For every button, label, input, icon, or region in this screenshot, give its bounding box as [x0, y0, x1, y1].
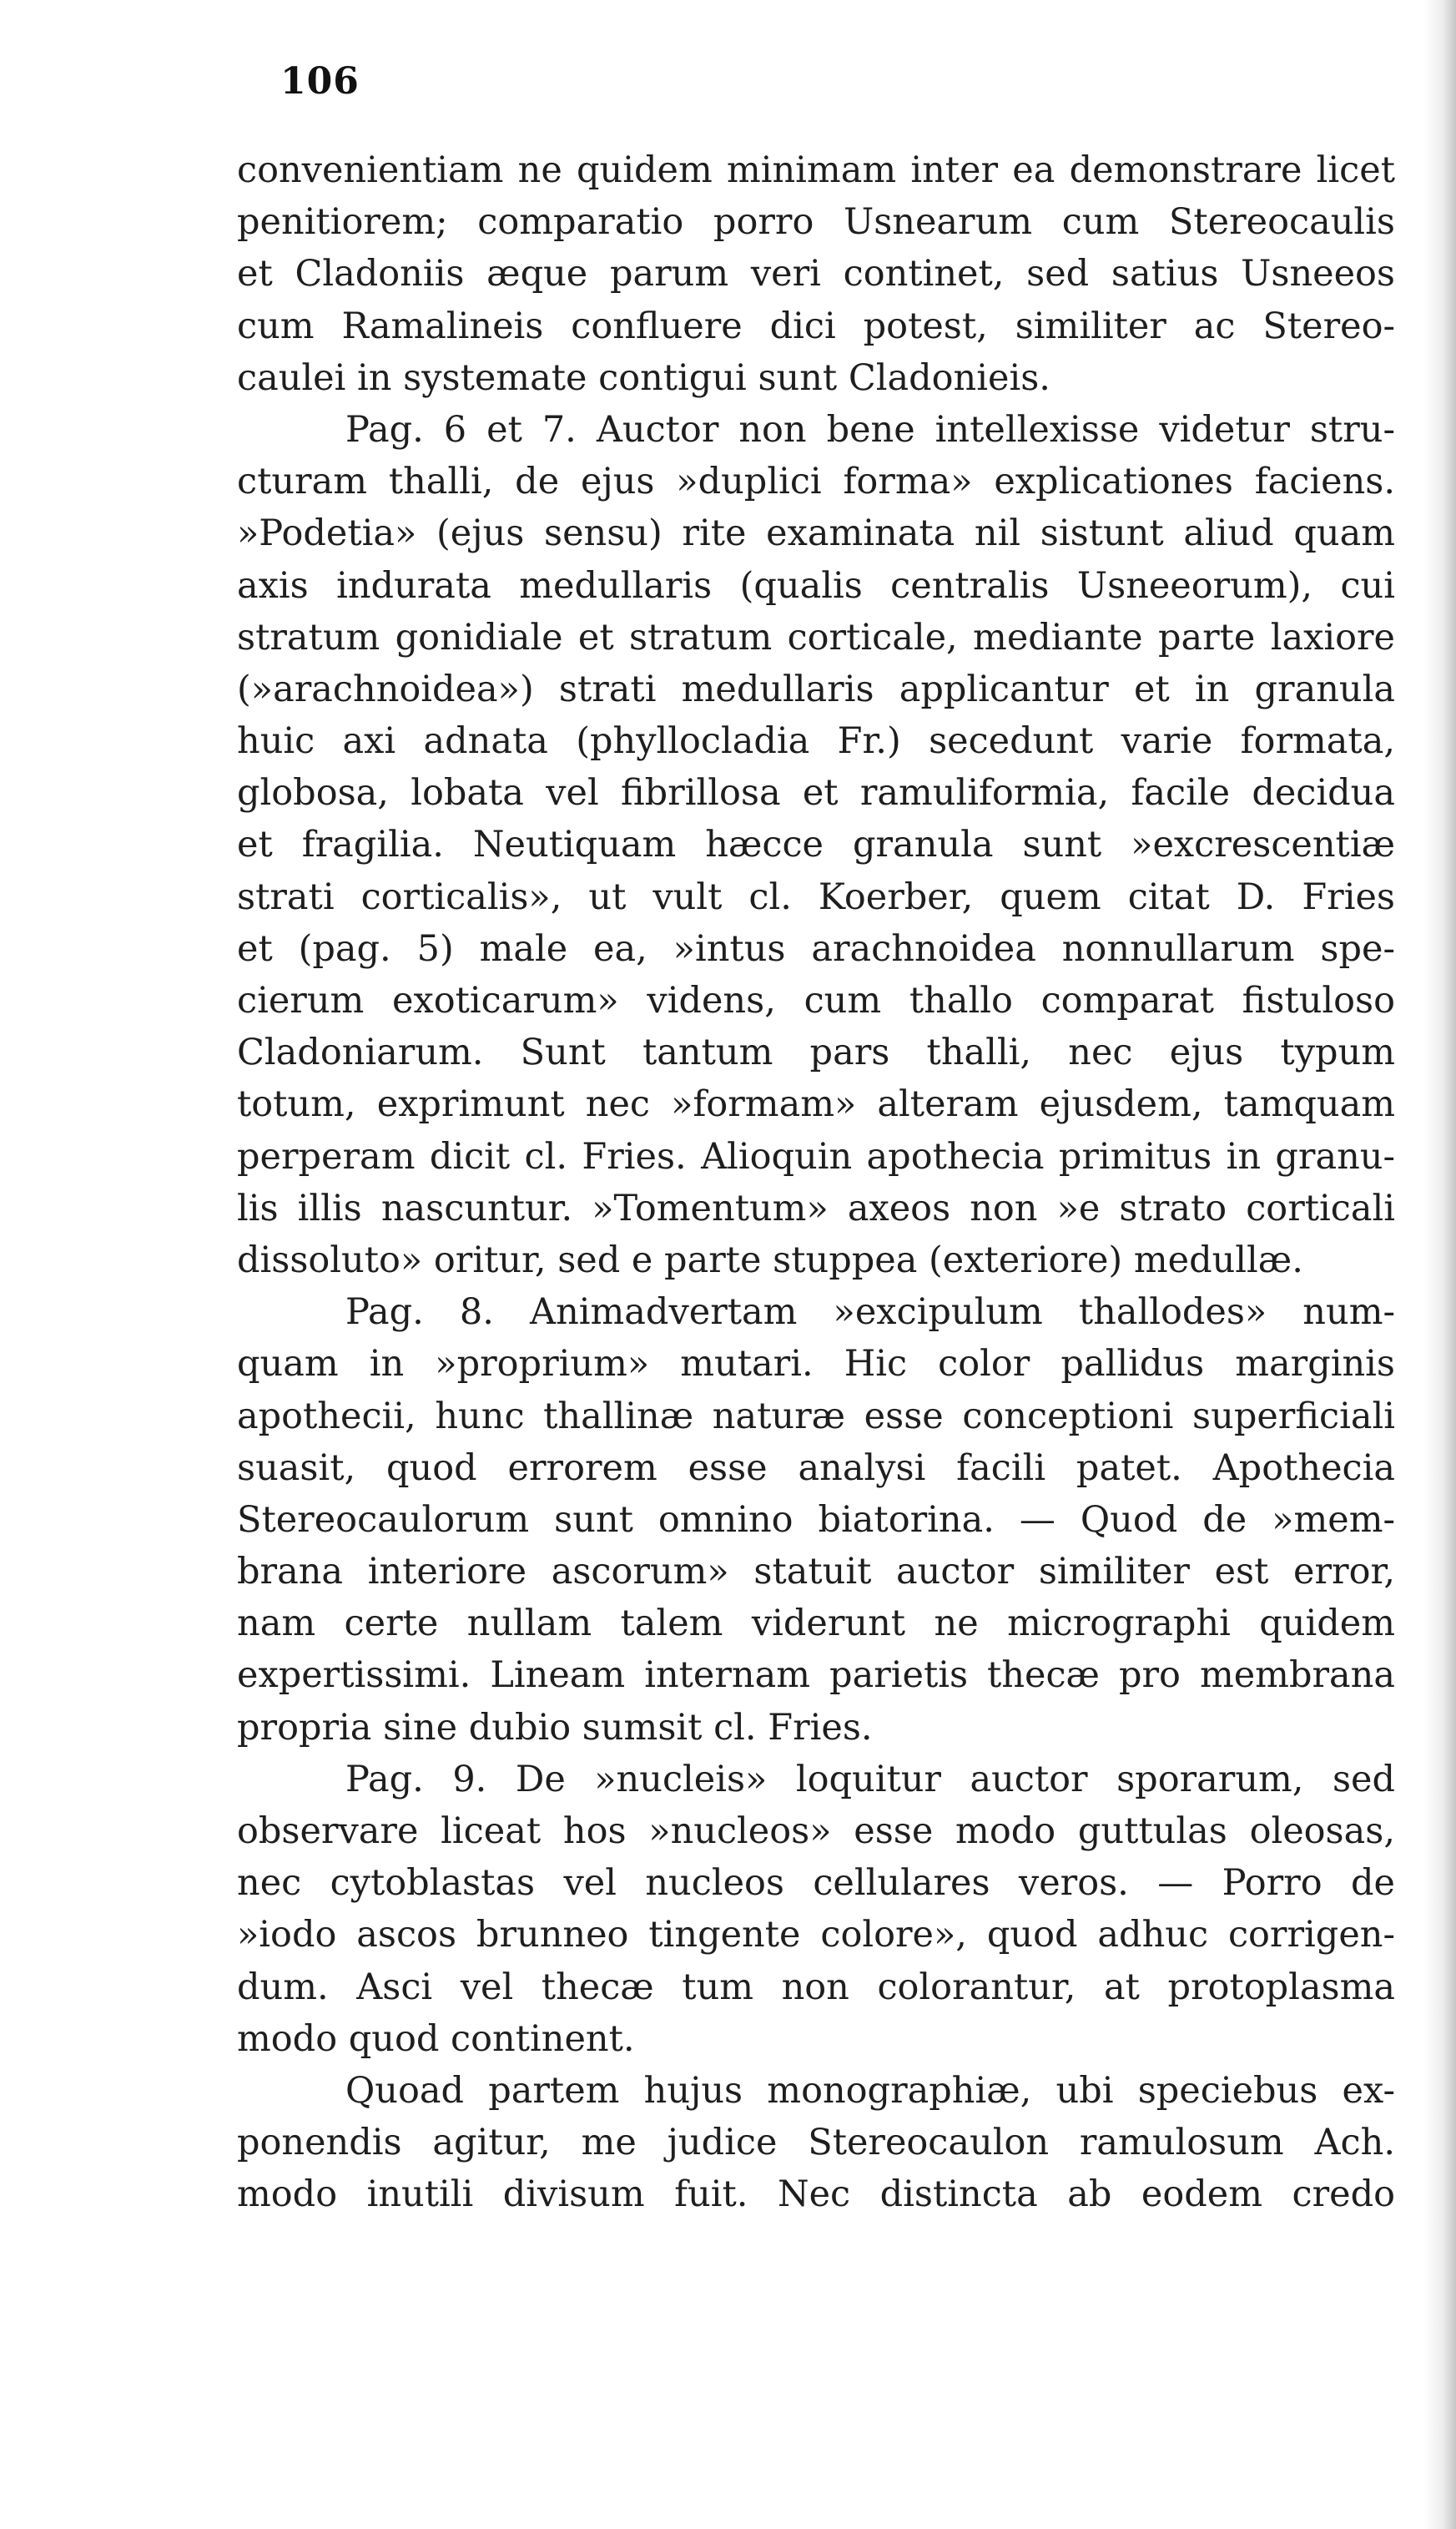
- text-line: lis illis nascuntur. »Tomentum» axeos non »e strato corticali: [237, 1187, 1395, 1229]
- text-line: Pag. 9. De »nucleis» loquitur auctor sporarum, sed: [345, 1758, 1395, 1800]
- text-line: brana interiore ascorum» statuit auctor similiter est error,: [237, 1551, 1395, 1593]
- text-line: suasit, quod errorem esse analysi facili patet. Apothecia: [237, 1446, 1395, 1489]
- text-line: modo inutili divisum fuit. Nec distincta ab eodem credo: [237, 2173, 1395, 2216]
- text-line: Cladoniarum. Sunt tantum pars thalli, nec ejus typum: [237, 1032, 1395, 1074]
- text-line: axis indurata medullaris (qualis centralis Usneeorum), cui: [237, 564, 1395, 607]
- text-line: totum, exprimunt nec »formam» alteram ejusdem, tamquam: [237, 1083, 1395, 1126]
- text-line: convenientiam ne quidem minimam inter ea demonstrare licet: [237, 149, 1395, 191]
- text-line: cturam thalli, de ejus »duplici forma» explicationes faciens.: [237, 461, 1395, 503]
- text-line: caulei in systemate contigui sunt Cladonieis.: [237, 356, 1050, 399]
- text-line: »Podetia» (ejus sensu) rite examinata nil sistunt aliud quam: [237, 512, 1395, 555]
- text-line: globosa, lobata vel fibrillosa et ramuliformia, facile decidua: [237, 772, 1395, 815]
- text-line: dum. Asci vel thecæ tum non colorantur, at protoplasma: [237, 1966, 1395, 2008]
- text-line: modo quod continent.: [237, 2017, 635, 2060]
- text-line: huic axi adnata (phyllocladia Fr.) secedunt varie formata,: [237, 720, 1395, 763]
- text-line: (»arachnoidea») strati medullaris applicantur et in granula: [237, 668, 1395, 710]
- text-line: Pag. 6 et 7. Auctor non bene intellexisse videtur stru-: [345, 408, 1395, 451]
- text-line: dissoluto» oritur, sed e parte stuppea (exteriore) medullæ.: [237, 1239, 1303, 1281]
- text-line: Stereocaulorum sunt omnino biatorina. — Quod de »mem-: [237, 1498, 1395, 1541]
- text-line: nec cytoblastas vel nucleos cellulares veros. — Porro de: [237, 1862, 1395, 1905]
- text-line: observare liceat hos »nucleos» esse modo guttulas oleosas,: [237, 1810, 1395, 1852]
- text-line: strati corticalis», ut vult cl. Koerber, quem citat D. Fries: [237, 876, 1395, 918]
- text-line: et (pag. 5) male ea, »intus arachnoidea nonnullarum spe-: [237, 927, 1395, 970]
- text-line: cum Ramalineis confluere dici potest, similiter ac Stereo-: [237, 305, 1395, 347]
- text-line: et Cladoniis æque parum veri continet, sed satius Usneeos: [237, 253, 1395, 295]
- text-line: quam in »proprium» mutari. Hic color pallidus marginis: [237, 1343, 1395, 1386]
- text-line: et fragilia. Neutiquam hæcce granula sunt »excrescentiæ: [237, 824, 1395, 866]
- text-line: apothecii, hunc thallinæ naturæ esse conceptioni superficiali: [237, 1395, 1395, 1437]
- text-line: Quoad partem hujus monographiæ, ubi speciebus ex-: [345, 2069, 1395, 2112]
- page-number: 106: [280, 60, 360, 103]
- text-line: »iodo ascos brunneo tingente colore», quod adhuc corrigen-: [237, 1914, 1395, 1956]
- text-line: expertissimi. Lineam internam parietis thecæ pro membrana: [237, 1654, 1395, 1697]
- body-text: [237, 144, 1395, 2221]
- text-line: penitiorem; comparatio porro Usnearum cum Stereocaulis: [237, 201, 1395, 244]
- text-line: propria sine dubio sumsit cl. Fries.: [237, 1706, 873, 1749]
- text-line: perperam dicit cl. Fries. Alioquin apothecia primitus in granu-: [237, 1135, 1395, 1178]
- text-line: stratum gonidiale et stratum corticale, mediante parte laxiore: [237, 616, 1395, 659]
- text-line: nam certe nullam talem viderunt ne micrographi quidem: [237, 1603, 1395, 1645]
- text-line: ponendis agitur, me judice Stereocaulon ramulosum Ach.: [237, 2122, 1395, 2164]
- text-line: Pag. 8. Animadvertam »excipulum thallodes» num-: [345, 1291, 1395, 1334]
- page-edge-shadow: [1424, 0, 1456, 2529]
- text-line: cierum exoticarum» videns, cum thallo comparat fistuloso: [237, 980, 1395, 1022]
